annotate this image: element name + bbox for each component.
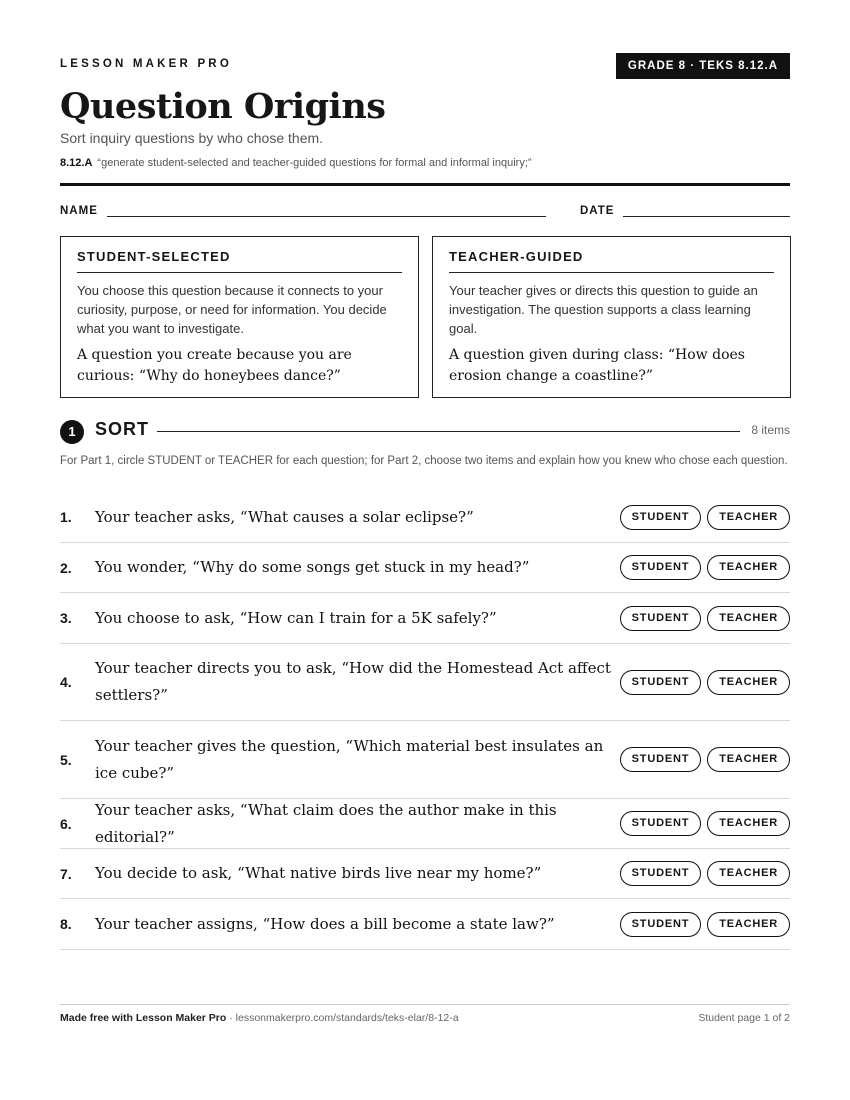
- choice-group: [620, 555, 790, 580]
- question-text: Your teacher gives the question, “Which material best insulates an ice cube?”: [95, 736, 604, 782]
- question-row: [60, 849, 790, 899]
- teacher-choice-button[interactable]: TEACHER: [707, 670, 790, 695]
- student-choice-button[interactable]: STUDENT: [620, 811, 702, 836]
- question-text: Your teacher directs you to ask, “How did the Homestead Act affect settlers?”: [95, 659, 611, 704]
- question-number: 3.: [60, 610, 72, 626]
- grade-badge: GRADE 8 · TEKS 8.12.A: [616, 53, 790, 79]
- question-number: 5.: [60, 751, 72, 768]
- choice-group: [620, 811, 790, 836]
- footer-url: · lessonmakerpro.com/standards/teks-elar/8-12-a: [226, 1012, 459, 1024]
- teacher-guided-heading: TEACHER-GUIDED: [449, 249, 774, 273]
- student-choice-button[interactable]: STUDENT: [620, 555, 702, 580]
- student-selected-heading: STUDENT-SELECTED: [77, 249, 402, 273]
- question-number: 4.: [60, 674, 72, 690]
- teacher-guided-example: A question given during class: “How does erosion change a coastline?”: [449, 347, 745, 384]
- question-text: Your teacher assigns, “How does a bill become a state law?”: [95, 914, 555, 933]
- student-choice-button[interactable]: STUDENT: [620, 747, 702, 772]
- choice-group: [620, 747, 790, 772]
- question-number: 7.: [60, 865, 72, 882]
- student-selected-example: A question you create because you are curious: “Why do honeybees dance?”: [77, 347, 352, 384]
- section-title: SORT: [95, 419, 150, 439]
- student-choice-button[interactable]: STUDENT: [620, 670, 702, 695]
- choice-group: [620, 606, 790, 631]
- question-row: [60, 721, 790, 799]
- section-divider: [157, 431, 740, 432]
- student-choice-button[interactable]: STUDENT: [620, 606, 702, 631]
- teacher-choice-button[interactable]: TEACHER: [707, 747, 790, 772]
- choice-group: [620, 861, 790, 886]
- question-list: [60, 492, 790, 950]
- teacher-guided-box: [432, 236, 791, 398]
- standard-statement: [60, 157, 532, 169]
- footer-credit: [60, 1012, 459, 1024]
- teacher-choice-button[interactable]: TEACHER: [707, 861, 790, 886]
- section-number-badge: 1: [60, 420, 84, 444]
- teacher-choice-button[interactable]: TEACHER: [707, 811, 790, 836]
- header-divider: [60, 183, 790, 186]
- footer-page-number: Student page 1 of 2: [698, 1012, 790, 1024]
- teacher-choice-button[interactable]: TEACHER: [707, 555, 790, 580]
- question-row: [60, 543, 790, 593]
- question-text: You wonder, “Why do some songs get stuck in my head?”: [95, 558, 530, 576]
- brand-name: LESSON MAKER PRO: [60, 58, 232, 70]
- question-row: [60, 593, 790, 644]
- student-choice-button[interactable]: STUDENT: [620, 912, 702, 937]
- question-row: [60, 644, 790, 721]
- teacher-choice-button[interactable]: TEACHER: [707, 505, 790, 530]
- student-selected-definition: You choose this question because it connects to your curiosity, purpose, or need for information. You decide what you want to investigate.: [77, 283, 387, 336]
- question-number: 8.: [60, 916, 72, 932]
- teacher-choice-button[interactable]: TEACHER: [707, 606, 790, 631]
- item-count: 8 items: [751, 423, 790, 437]
- teacher-choice-button[interactable]: TEACHER: [707, 912, 790, 937]
- question-row: [60, 799, 790, 849]
- choice-group: [620, 670, 790, 695]
- student-selected-box: [60, 236, 419, 398]
- page-subtitle: Sort inquiry questions by who chose them.: [60, 130, 324, 146]
- question-number: 6.: [60, 815, 72, 832]
- page-title: Question Origins: [60, 86, 386, 127]
- question-text: You decide to ask, “What native birds live near my home?”: [95, 864, 542, 882]
- teacher-guided-definition: Your teacher gives or directs this question to guide an investigation. The question supports a class learning goal.: [449, 283, 758, 336]
- date-label: DATE: [580, 205, 615, 217]
- footer-divider: [60, 1004, 790, 1005]
- question-text: Your teacher asks, “What causes a solar eclipse?”: [95, 507, 474, 526]
- standard-text: “generate student-selected and teacher-guided questions for formal and informal inquiry;”: [97, 157, 532, 169]
- standard-code: 8.12.A: [60, 157, 93, 169]
- choice-group: [620, 912, 790, 937]
- name-label: NAME: [60, 205, 98, 217]
- student-choice-button[interactable]: STUDENT: [620, 861, 702, 886]
- section-instructions: For Part 1, circle STUDENT or TEACHER for each question; for Part 2, choose two items and explain how you knew who chose each question.: [60, 455, 788, 467]
- question-row: [60, 899, 790, 950]
- question-number: 1.: [60, 509, 72, 525]
- question-text: Your teacher asks, “What claim does the author make in this editorial?”: [95, 800, 557, 846]
- student-choice-button[interactable]: STUDENT: [620, 505, 702, 530]
- footer-made-by: Made free with Lesson Maker Pro: [60, 1012, 227, 1024]
- question-text: You choose to ask, “How can I train for a 5K safely?”: [95, 608, 497, 627]
- question-number: 2.: [60, 559, 72, 576]
- question-row: [60, 492, 790, 543]
- name-field[interactable]: [107, 216, 546, 217]
- date-field[interactable]: [623, 216, 790, 217]
- choice-group: [620, 505, 790, 530]
- worksheet-page: [60, 0, 790, 1100]
